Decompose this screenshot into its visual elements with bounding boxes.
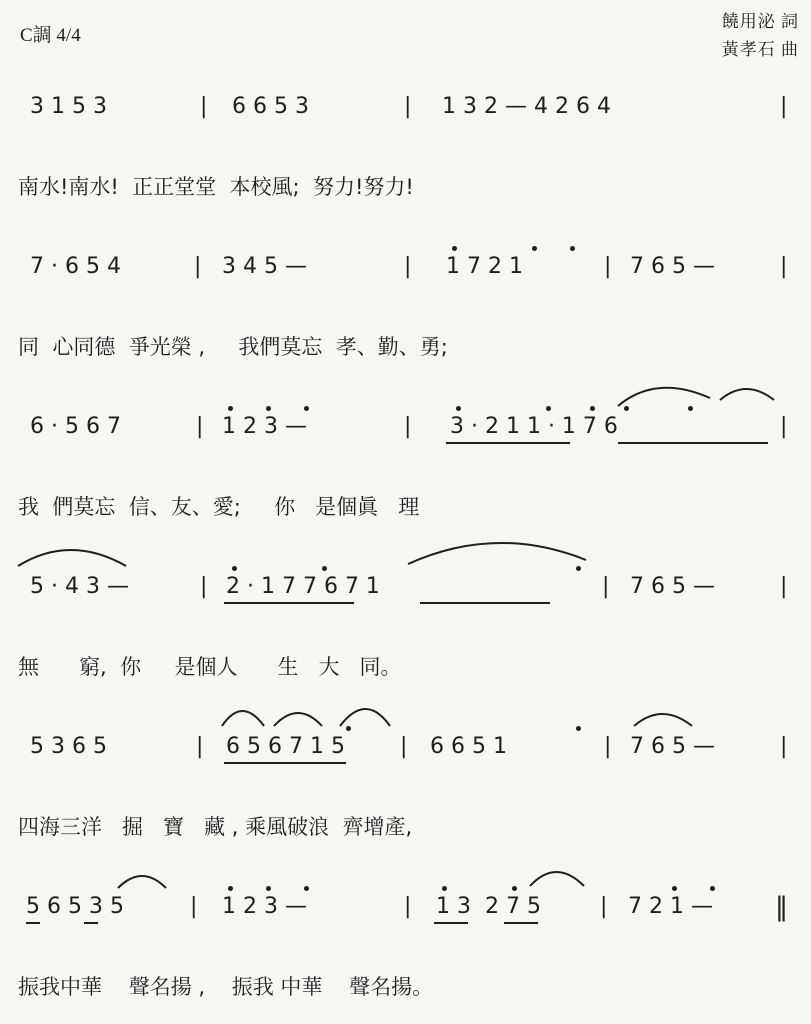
lyric-text: 無 窮, 你 是個人 生 大 同。 — [18, 655, 402, 679]
bar-line: | — [190, 894, 198, 919]
high-octave-dot — [576, 726, 581, 731]
high-octave-dot — [228, 406, 233, 411]
key-time-signature: C調 4/4 — [20, 25, 81, 46]
notation-row-2 — [0, 252, 811, 292]
measure: 1 3 2 7 5 — [436, 894, 541, 919]
high-octave-dot — [232, 566, 237, 571]
lyric-text: 同 心同德 爭光榮 , 我們莫忘 孝、勤、勇; — [18, 335, 448, 359]
slur — [14, 540, 134, 570]
measure: 5 3 6 5 — [30, 734, 107, 759]
bar-line: | — [604, 254, 612, 279]
high-octave-dot — [304, 886, 309, 891]
lyric-text: 振我中華 聲名揚 , 振我 中華 聲名揚。 — [18, 975, 434, 999]
high-octave-dot — [322, 566, 327, 571]
slur — [630, 702, 700, 730]
measure: 7 6 5 — — [630, 574, 715, 599]
measure: 6 · 5 6 7 — [30, 414, 121, 439]
slur — [404, 532, 594, 568]
beam-underline — [84, 922, 98, 924]
bar-line: | — [404, 254, 412, 279]
high-octave-dot — [532, 246, 537, 251]
measure: 5 · 4 3 — — [30, 574, 129, 599]
high-octave-dot — [228, 886, 233, 891]
bar-line: | — [404, 414, 412, 439]
beam-underline — [224, 762, 346, 764]
bar-line: | — [200, 94, 208, 119]
high-octave-dot — [710, 886, 715, 891]
measure: 6 6 5 3 — [232, 94, 309, 119]
beam-underline — [618, 442, 768, 444]
measure: 7 2 1 — — [628, 894, 713, 919]
high-octave-dot — [266, 886, 271, 891]
final-bar-line: ‖ — [775, 892, 788, 922]
lyrics-row-4 — [0, 652, 811, 692]
high-octave-dot — [304, 406, 309, 411]
credits — [722, 8, 799, 64]
beam-underline — [434, 922, 468, 924]
bar-line: | — [780, 94, 788, 119]
bar-line: | — [602, 574, 610, 599]
measure: 6 5 6 7 1 5 — [226, 734, 345, 759]
high-octave-dot — [456, 406, 461, 411]
lyrics-row-3 — [0, 492, 811, 532]
measure: 3 · 2 1 1 · 1 7 6 — [450, 414, 618, 439]
measure: 3 1 5 3 — [30, 94, 107, 119]
notation-row-6 — [0, 892, 811, 932]
lyrics-row-5 — [0, 812, 811, 852]
measure: 7 6 5 — — [630, 254, 715, 279]
notation-row-3 — [0, 412, 811, 452]
lyric-text: 南水!南水! 正正堂堂 本校風; 努力!努力! — [18, 175, 414, 199]
slur-group — [614, 370, 784, 410]
bar-line: | — [604, 734, 612, 759]
measure: 5 6 5 3 5 — [26, 894, 124, 919]
bar-line: | — [600, 894, 608, 919]
bar-line: | — [200, 574, 208, 599]
high-octave-dot — [590, 406, 595, 411]
bar-line: | — [196, 734, 204, 759]
bar-line: | — [400, 734, 408, 759]
high-octave-dot — [672, 886, 677, 891]
bar-line: | — [780, 414, 788, 439]
bar-line: | — [780, 254, 788, 279]
beam-underline — [504, 922, 538, 924]
beam-underline — [420, 602, 550, 604]
high-octave-dot — [266, 406, 271, 411]
bar-line: | — [404, 94, 412, 119]
beam-underline — [26, 922, 40, 924]
high-octave-dot — [570, 246, 575, 251]
high-octave-dot — [442, 886, 447, 891]
bar-line: | — [780, 734, 788, 759]
bar-line: | — [404, 894, 412, 919]
measure: 1 2 3 — — [222, 894, 307, 919]
beam-underline — [224, 602, 354, 604]
slur-group — [218, 696, 398, 730]
slur — [526, 860, 592, 890]
lyrics-row-6 — [0, 972, 811, 1012]
slur — [114, 868, 174, 892]
composer-credit: 黃孝石 曲 — [721, 40, 799, 59]
high-octave-dot — [452, 246, 457, 251]
lyrics-row-2 — [0, 332, 811, 372]
measure: 2 · 1 7 7 6 7 1 — [226, 574, 380, 599]
lyrics-row-1 — [0, 172, 811, 212]
bar-line: | — [196, 414, 204, 439]
measure: 6 6 5 1 — [430, 734, 507, 759]
bar-line: | — [780, 574, 788, 599]
measure: 1 2 3 — — [222, 414, 307, 439]
measure: 1 3 2 — 4 2 6 4 — [442, 94, 611, 119]
notation-row-1 — [0, 92, 811, 132]
notation-row-5 — [0, 732, 811, 772]
bar-line: | — [194, 254, 202, 279]
measure: 3 4 5 — — [222, 254, 307, 279]
notation-row-4 — [0, 572, 811, 612]
high-octave-dot — [512, 886, 517, 891]
lyric-text: 我 們莫忘 信、友、愛; 你 是個眞 理 — [18, 495, 420, 519]
high-octave-dot — [546, 406, 551, 411]
lyric-text: 四海三洋 掘 寶 藏 , 乘風破浪 齊增產, — [18, 815, 413, 839]
lyricist-credit: 饒用泌 詞 — [721, 12, 799, 31]
beam-underline — [446, 442, 570, 444]
measure: 1 7 2 1 — [446, 254, 523, 279]
measure: 7 · 6 5 4 — [30, 254, 121, 279]
measure: 7 6 5 — — [630, 734, 715, 759]
